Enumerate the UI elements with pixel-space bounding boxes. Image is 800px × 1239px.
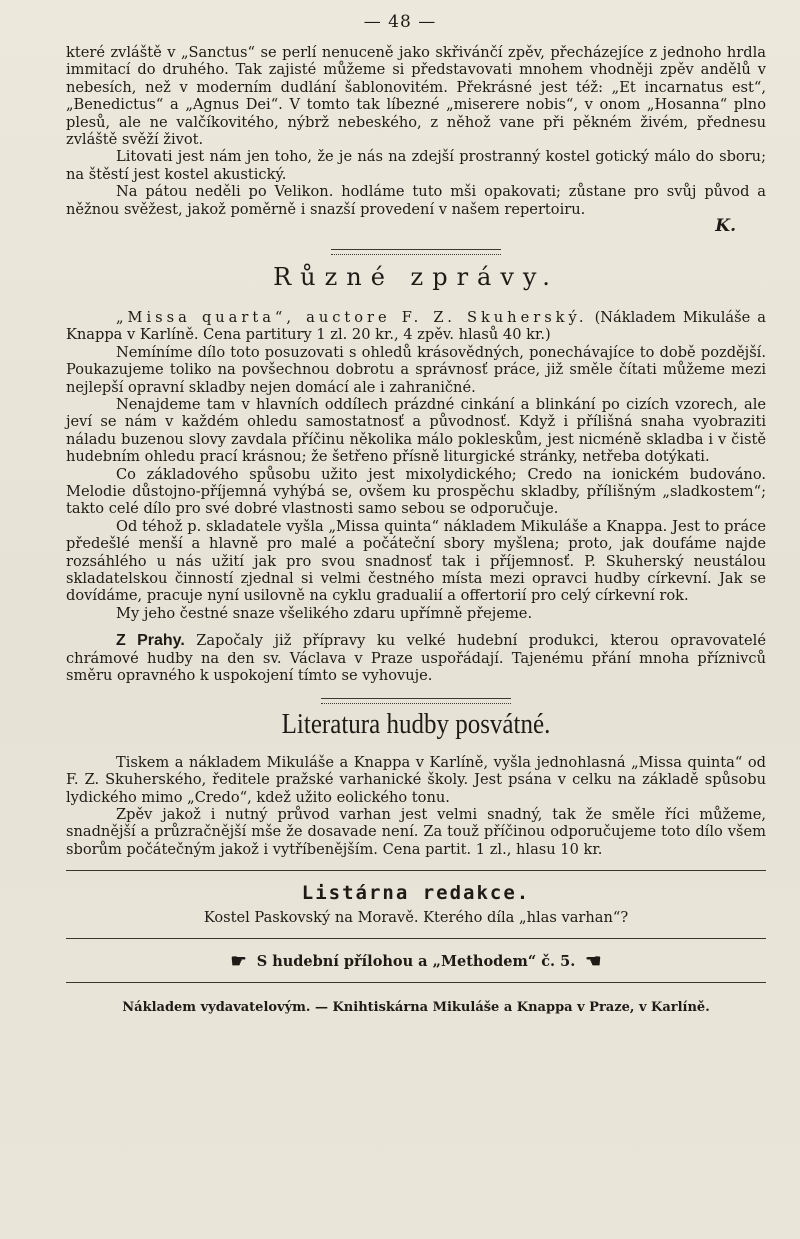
paragraph: které zvláště v „Sanctus“ se perlí nenuceně jako skřivánčí zpěv, přecházejíce z jednoho hrdla immitací do druhého. Tak zajisté můžeme si představovati mnohem vhodněji zpěv andělů v nebesích, než v moderním dudlání šablonovitém. Překrásné jest též: „Et incarnatus est“, „Benedictus“ a „Agnus Dei“. V tomto tak líbezné „miserere nobis“, v onom „Hosanna“ plno plesů, ale ne valčíkovitého, nýbrž nebeského, z něhož vane při pěkném živém, přednesu zvláště svěží život. — [66, 44, 766, 149]
paragraph: Co základového spůsobu užito jest mixolydického; Credo na ionickém budováno. Melodie důstojno-příjemná vyhýbá se, ovšem ku prospěchu skladby, přílišným „sladkostem“; takto celé dílo pro své dobré vlastnosti samo sebou se odporučuje. — [66, 465, 766, 518]
imprint-footer: Nákladem vydavatelovým. — Knihtiskárna Mikuláše a Knappa v Praze, v Karlíně. — [122, 1000, 710, 1016]
section-heading: Literatura hudby posvátné. — [281, 709, 551, 741]
paragraph: Od téhož p. skladatele vyšla „Missa quinta“ nákladem Mikuláše a Knappa. Jest to práce předešlé menší a hlavně pro malé a počáteční sbory myšlena; proto, jak doufáme najde rozsáhlého u nás užití jak pro svou snadnosť tak i příjemnosť. P. Skuherský neustálou skladatelskou činností zjednal si velmi čestného místa mezi opravci hudby církevní. Jak se dovídáme, pracuje nyní usilovně na cyklu gradualií a offertorií pro celý církevní rok. — [66, 517, 766, 605]
paragraph: Na pátou neděli po Velikon. hodláme tuto mši opakovati; zůstane pro svůj původ a něžnou svěžest, jakož poměrně i snazší provedení v našem repertoiru. — [66, 183, 766, 218]
paragraph: Nemíníme dílo toto posuzovati s ohledů krásovědných, ponechávajíce to době pozdější. Poukazujeme toliko na povšechnou dobrotu a správnosť práce, již směle čítati můžeme mezi nejlepší opravní skladby nejen domácí ale i zahraničné. — [66, 343, 766, 396]
paragraph: Tiskem a nákladem Mikuláše a Knappa v Karlíně, vyšla jednohlasná „Missa quinta“ od F. Z. Skuherského, ředitele pražské varhanické školy. Jest psána v celku na základě spůsobu lydického mimo „Credo“, kdež užito eolického tonu. — [66, 753, 766, 806]
ornamental-divider — [331, 249, 501, 255]
signature-row — [66, 218, 766, 235]
news-title: Z Prahy. — [116, 632, 185, 650]
paragraph: Zpěv jakož i nutný průvod varhan jest velmi snadný, tak že směle říci můžeme, snadnější a průzračnější mše že dosavade není. Za touž příčinou odporučujeme toto dílo všem sborům počátečným jakož i vytříbenějším. Cena partit. 1 zl., hlasu 10 kr. — [66, 806, 766, 858]
page-number: — 48 — — [363, 12, 437, 32]
paragraph — [66, 309, 766, 344]
ornamental-divider — [321, 698, 511, 704]
section-heading: Listárna redakce. — [301, 882, 531, 905]
article-continuation — [66, 44, 766, 235]
section-heading: Různé zprávy. — [273, 263, 559, 292]
notice-text: S hudební přílohou a „Methodem“ č. 5. — [256, 953, 576, 971]
paragraph: Litovati jest nám jen toho, že je nás na zdejší prostranný kostel gotický málo do sboru; na štěstí jest kostel akustický. — [66, 148, 766, 183]
horizontal-rule — [66, 982, 766, 983]
paragraph: Nenajdeme tam v hlavních oddílech prázdné cinkání a blinkání po cizích vzorech, ale jeví se nám v každém ohledu samostatnosť a původnosť. Když i přílišná snaha vyobraziti náladu buzenou slovy zavdala příčinu několika málo pokleskům, jest nicméně skladba i v čistě hudebním ohledu prací krásnou; že šetřeno přísně liturgické stránky, netřeba dotýkati. — [66, 395, 766, 466]
page-body — [66, 44, 766, 1017]
ruzne-zpravy-section — [66, 263, 766, 684]
paragraph: My jeho čestné snaze všelikého zdaru upřímně přejeme. — [116, 604, 533, 622]
work-title: „Missa quarta“, auctore F. Z. Skuherský. — [116, 308, 588, 326]
horizontal-rule — [66, 938, 766, 939]
paragraph — [66, 632, 766, 684]
supplement-notice — [66, 950, 766, 972]
literatura-section — [66, 709, 766, 858]
listarna-section — [66, 882, 766, 926]
publisher-info: (Nákladem Mikuláše a Knappa v Karlíně. Cena partitury 1 zl. 20 kr., 4 zpěv. hlasů 40 kr.) — [66, 308, 766, 344]
horizontal-rule — [66, 870, 766, 871]
listarna-text: Kostel Paskovský na Moravě. Kterého díla „hlas varhan“? — [203, 908, 629, 926]
pointing-hand-left-icon: ☚ — [585, 950, 602, 972]
pointing-hand-icon: ☛ — [230, 950, 247, 972]
author-signature: K. — [715, 216, 736, 237]
news-text: Započaly již přípravy ku velké hudební produkci, kterou opravovatelé chrámové hudby na den sv. Václava v Praze uspořádají. Tajenému přání mnoha příznivců směru opravného k uspokojení tímto se vyhovuje. — [66, 632, 766, 684]
